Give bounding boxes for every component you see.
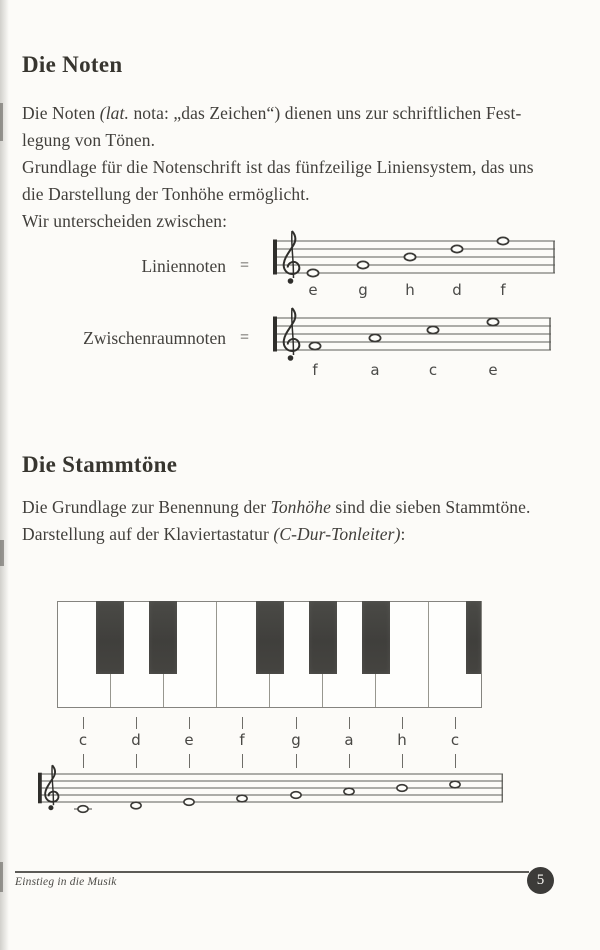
paragraph-line: Wir unterscheiden zwischen: bbox=[22, 211, 228, 231]
paragraph-line bbox=[22, 524, 405, 545]
tick-mark bbox=[189, 717, 191, 729]
note-letter: e bbox=[488, 361, 498, 379]
note-head bbox=[78, 806, 88, 813]
black-key-partial bbox=[466, 601, 481, 674]
end-barline bbox=[553, 241, 554, 274]
system-barline bbox=[38, 773, 42, 804]
footer-rule bbox=[15, 871, 529, 873]
key-label: c bbox=[78, 731, 88, 749]
note-head bbox=[487, 318, 498, 325]
end-barline bbox=[549, 318, 550, 351]
note-letter: h bbox=[405, 281, 415, 299]
notation-row-label-zwischenraumnoten: Zwischenraumnoten bbox=[83, 328, 226, 348]
key-label: h bbox=[397, 731, 407, 749]
section-title-die-noten: Die Noten bbox=[22, 52, 123, 77]
black-key-dis bbox=[149, 601, 177, 674]
key-label: e bbox=[184, 731, 194, 749]
note-letter: a bbox=[370, 361, 380, 379]
note-letter: e bbox=[308, 281, 318, 299]
section-title-die-stammtoene: Die Stammtöne bbox=[22, 452, 178, 477]
key-label: d bbox=[131, 731, 141, 749]
notation-row-label-liniennoten: Liniennoten bbox=[141, 256, 226, 276]
text-segment-italic: (C-Dur-Tonleiter) bbox=[273, 524, 401, 544]
tick-mark bbox=[242, 717, 244, 729]
note-letter: f bbox=[312, 361, 318, 379]
key-label: f bbox=[239, 731, 245, 749]
note-head bbox=[427, 326, 438, 333]
scan-artifact bbox=[0, 862, 3, 892]
black-key-cis bbox=[96, 601, 124, 674]
scan-artifact bbox=[0, 103, 3, 141]
note-head bbox=[357, 261, 368, 268]
tick-mark bbox=[402, 717, 404, 729]
scan-artifact bbox=[0, 540, 4, 566]
paragraph-line: legung von Tönen. bbox=[22, 130, 156, 150]
tick-mark bbox=[455, 717, 457, 729]
note-letter: g bbox=[358, 281, 368, 299]
tick-mark bbox=[83, 717, 85, 729]
key-label: g bbox=[291, 731, 301, 749]
black-key-gis bbox=[309, 601, 337, 674]
text-segment-italic: (lat. bbox=[99, 103, 129, 123]
paragraph-line bbox=[22, 103, 521, 124]
black-key-fis bbox=[256, 601, 284, 674]
paragraph-line bbox=[22, 497, 531, 518]
text-segment: Die Noten bbox=[22, 103, 100, 123]
paragraph-line: die Darstellung der Tonhöhe ermöglicht. bbox=[22, 184, 310, 204]
text-segment-italic: Tonhöhe bbox=[270, 497, 331, 517]
note-head bbox=[131, 802, 141, 809]
note-head bbox=[309, 342, 320, 349]
note-head bbox=[497, 237, 508, 244]
page-number: 5 bbox=[536, 872, 545, 888]
note-heads bbox=[78, 781, 460, 812]
note-head bbox=[307, 269, 318, 276]
note-head bbox=[397, 785, 407, 792]
scan-edge-shadow bbox=[0, 0, 9, 950]
text-segment: Darstellung auf der Klaviertastatur bbox=[22, 524, 274, 544]
text-segment: sind die sieben Stammtöne. bbox=[330, 497, 531, 517]
note-head bbox=[451, 245, 462, 252]
tick-mark bbox=[136, 717, 138, 729]
end-barline bbox=[502, 774, 503, 802]
paragraph-line: Grundlage für die Notenschrift ist das fünfzeilige Liniensystem, das uns bbox=[22, 157, 534, 177]
equals-sign: = bbox=[240, 329, 250, 346]
staff-lines bbox=[38, 774, 503, 802]
key-label: c bbox=[450, 731, 460, 749]
note-head bbox=[344, 788, 354, 795]
staff-c-major-scale bbox=[30, 760, 510, 824]
page-number-badge bbox=[527, 867, 554, 894]
key-label: a bbox=[344, 731, 354, 749]
system-barline bbox=[273, 317, 277, 352]
note-letter: c bbox=[428, 361, 438, 379]
note-letter: d bbox=[452, 281, 462, 299]
equals-sign: = bbox=[240, 257, 250, 274]
tick-mark bbox=[349, 717, 351, 729]
system-barline bbox=[273, 240, 277, 275]
text-segment: Die Grundlage zur Benennung der bbox=[22, 497, 271, 517]
note-head bbox=[450, 781, 460, 788]
footer-book-title: Einstieg in die Musik bbox=[15, 876, 117, 888]
note-head bbox=[237, 795, 247, 802]
note-head bbox=[404, 253, 415, 260]
text-segment: : bbox=[400, 524, 406, 544]
note-head bbox=[184, 799, 194, 806]
note-head bbox=[291, 792, 301, 799]
note-head bbox=[369, 334, 380, 341]
text-segment: nota: „das Zeichen“) dienen uns zur schriftlichen Fest- bbox=[128, 103, 522, 123]
black-key-ais bbox=[362, 601, 390, 674]
note-letter: f bbox=[500, 281, 506, 299]
tick-mark bbox=[296, 717, 298, 729]
